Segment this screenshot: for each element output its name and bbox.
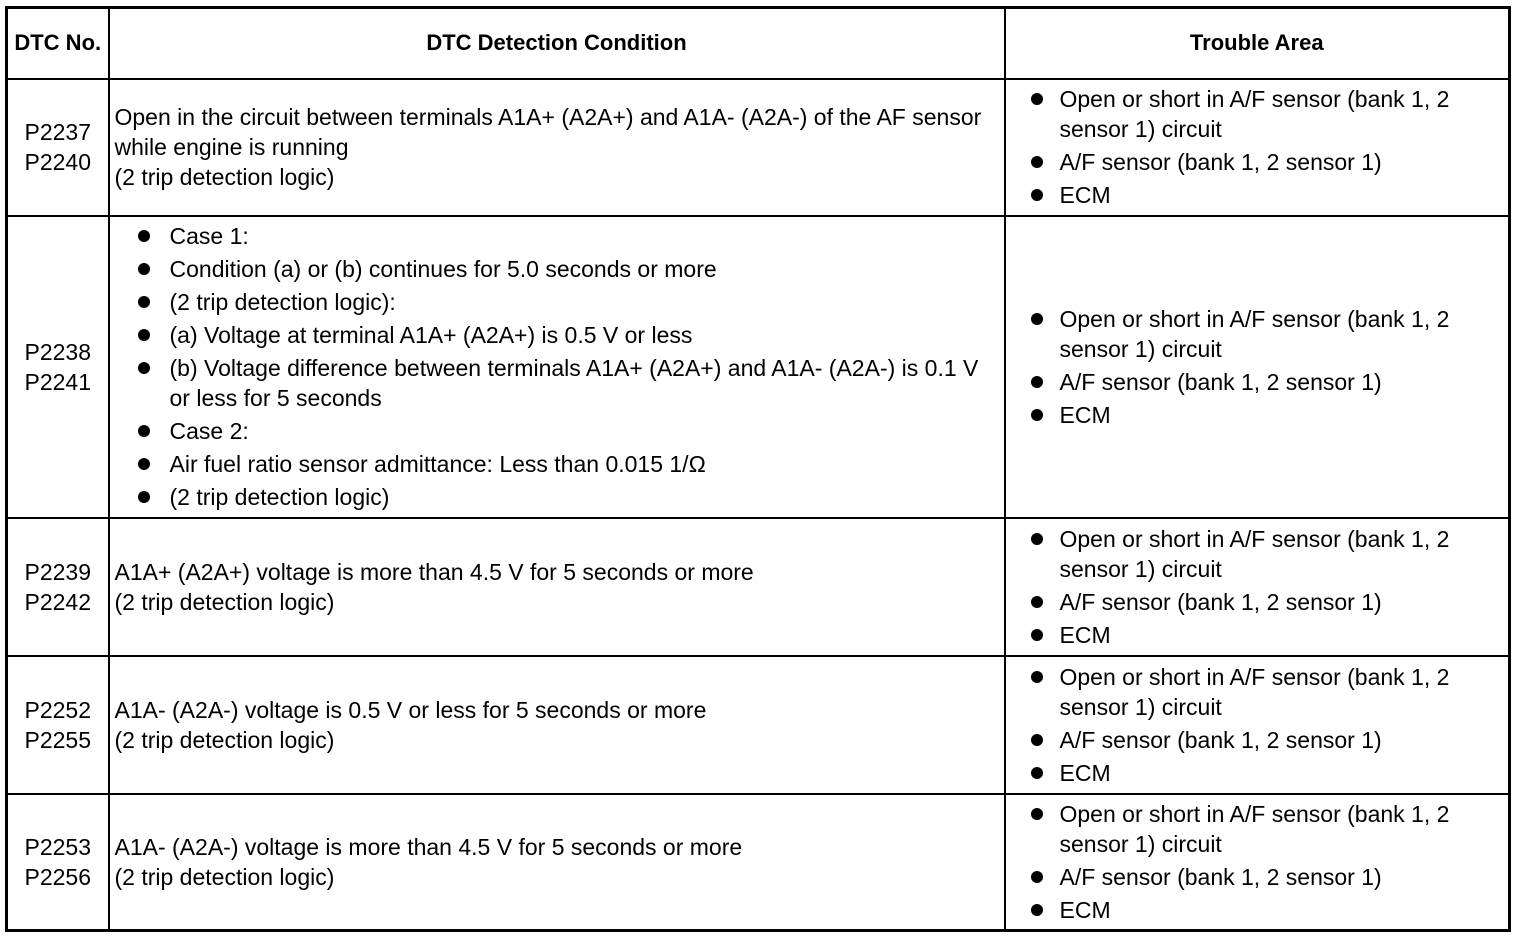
condition-text: A1A- (A2A-) voltage is more than 4.5 V for 5 seconds or more [114, 833, 743, 860]
condition-text: (2 trip detection logic) [114, 726, 335, 753]
condition-text: (2 trip detection logic) [114, 164, 335, 190]
header-trouble-area: Trouble Area [1005, 8, 1510, 79]
list-item: Air fuel ratio sensor admittance: Less than 0.015 1/Ω [135, 449, 994, 479]
bullet-icon [138, 329, 150, 341]
list-item: ECM [1028, 758, 1501, 788]
condition-text: A1A- (A2A-) voltage is 0.5 V or less for 5 seconds or more [114, 696, 707, 723]
list-item: Case 2: [135, 416, 994, 446]
list-item: Open or short in A/F sensor (bank 1, 2 sensor 1) circuit [1028, 524, 1501, 584]
dtc-codes-cell [7, 79, 109, 216]
bullet-icon [1031, 808, 1043, 820]
bullet-icon [138, 362, 150, 374]
bullet-icon [138, 296, 150, 308]
trouble-area-cell [1005, 216, 1510, 518]
detection-condition-cell [109, 656, 1005, 794]
list-item: (2 trip detection logic) [135, 482, 994, 512]
list-item: (b) Voltage difference between terminals A1A+ (A2A+) and A1A- (A2A-) is 0.1 V or less for 5 seconds [135, 353, 994, 413]
dtc-code: P2237 [24, 119, 91, 145]
list-item: ECM [1028, 400, 1501, 430]
bullet-icon [1031, 871, 1043, 883]
detection-condition-cell [109, 79, 1005, 216]
condition-text: Open in the circuit between terminals A1A+ (A2A+) and A1A- (A2A-) of the AF sensor while engine is running [114, 104, 982, 160]
bullet-icon [138, 230, 150, 242]
bullet-icon [1031, 596, 1043, 608]
bullet-icon [1031, 409, 1043, 421]
list-item: Open or short in A/F sensor (bank 1, 2 sensor 1) circuit [1028, 84, 1501, 144]
dtc-table [5, 6, 1511, 932]
list-item: ECM [1028, 895, 1501, 925]
header-dtc-no: DTC No. [7, 8, 109, 79]
detection-condition-cell [109, 518, 1005, 656]
trouble-area-cell [1005, 518, 1510, 656]
list-item: A/F sensor (bank 1, 2 sensor 1) [1028, 587, 1501, 617]
list-item: Condition (a) or (b) continues for 5.0 seconds or more [135, 254, 994, 284]
bullet-icon [138, 458, 150, 470]
bullet-icon [138, 263, 150, 275]
bullet-icon [1031, 93, 1043, 105]
list-item: Open or short in A/F sensor (bank 1, 2 sensor 1) circuit [1028, 799, 1501, 859]
condition-text: (2 trip detection logic) [114, 863, 335, 890]
dtc-code: P2242 [24, 588, 91, 615]
list-item: A/F sensor (bank 1, 2 sensor 1) [1028, 725, 1501, 755]
dtc-code: P2256 [24, 863, 91, 890]
table-row [7, 79, 1510, 216]
bullet-icon [1031, 629, 1043, 641]
table-row [7, 518, 1510, 656]
bullet-icon [138, 491, 150, 503]
header-detection-condition: DTC Detection Condition [109, 8, 1005, 79]
bullet-icon [1031, 189, 1043, 201]
trouble-area-cell [1005, 79, 1510, 216]
bullet-icon [1031, 904, 1043, 916]
list-item: ECM [1028, 180, 1501, 210]
list-item: (a) Voltage at terminal A1A+ (A2A+) is 0.5 V or less [135, 320, 994, 350]
list-item: A/F sensor (bank 1, 2 sensor 1) [1028, 862, 1501, 892]
bullet-icon [1031, 156, 1043, 168]
dtc-codes-cell [7, 216, 109, 518]
condition-text: (2 trip detection logic) [114, 588, 335, 615]
dtc-code: P2255 [24, 726, 91, 753]
list-item: ECM [1028, 620, 1501, 650]
bullet-icon [1031, 734, 1043, 746]
dtc-code: P2253 [24, 833, 91, 860]
list-item: A/F sensor (bank 1, 2 sensor 1) [1028, 147, 1501, 177]
list-item: Case 1: [135, 221, 994, 251]
table-row [7, 794, 1510, 931]
bullet-icon [1031, 767, 1043, 779]
detection-condition-cell [109, 794, 1005, 931]
bullet-icon [1031, 671, 1043, 683]
dtc-codes-cell [7, 518, 109, 656]
list-item: Open or short in A/F sensor (bank 1, 2 sensor 1) circuit [1028, 304, 1501, 364]
dtc-codes-cell [7, 656, 109, 794]
bullet-icon [1031, 313, 1043, 325]
condition-text: A1A+ (A2A+) voltage is more than 4.5 V for 5 seconds or more [114, 558, 754, 585]
dtc-codes-cell [7, 794, 109, 931]
bullet-icon [138, 425, 150, 437]
table-row [7, 216, 1510, 518]
list-item: (2 trip detection logic): [135, 287, 994, 317]
list-item: Open or short in A/F sensor (bank 1, 2 sensor 1) circuit [1028, 662, 1501, 722]
trouble-area-cell [1005, 656, 1510, 794]
dtc-code: P2238 [24, 338, 91, 365]
dtc-code: P2252 [24, 696, 91, 723]
table-row [7, 656, 1510, 794]
table-header-row [7, 8, 1510, 79]
bullet-icon [1031, 533, 1043, 545]
bullet-icon [1031, 376, 1043, 388]
trouble-area-cell [1005, 794, 1510, 931]
list-item: A/F sensor (bank 1, 2 sensor 1) [1028, 367, 1501, 397]
detection-condition-cell [109, 216, 1005, 518]
dtc-code: P2239 [24, 558, 91, 585]
dtc-code: P2241 [24, 368, 91, 395]
dtc-code: P2240 [24, 149, 91, 175]
